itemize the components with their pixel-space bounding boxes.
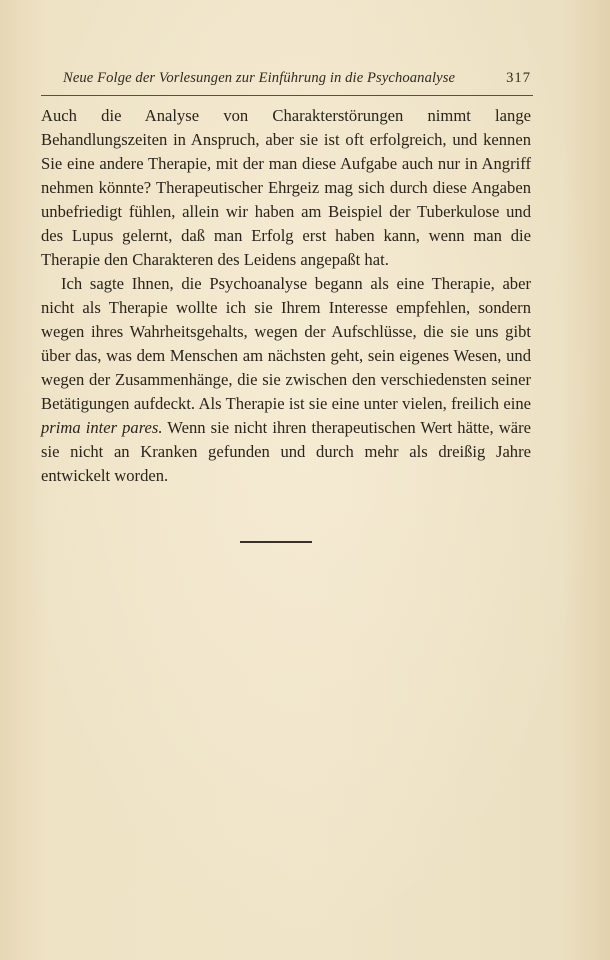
header-rule bbox=[41, 95, 533, 96]
body-text bbox=[41, 104, 531, 488]
running-header bbox=[63, 70, 533, 92]
latin-phrase: prima inter pares. bbox=[41, 418, 163, 437]
section-end-rule bbox=[240, 541, 312, 543]
page-number: 317 bbox=[506, 70, 531, 86]
running-title: Neue Folge der Vorlesungen zur Einführung in die Psychoanalyse bbox=[63, 70, 456, 86]
paragraph-2-text-b: Wenn sie nicht ihren therapeutischen Wert hätte, wäre sie nicht an Kranken gefunden und durch mehr als dreißig Jahre entwickelt worden. bbox=[41, 418, 531, 485]
paragraph-2-text-a: Ich sagte Ihnen, die Psychoanalyse begann als eine Therapie, aber nicht als Therapie wollte ich sie Ihrem Interesse empfehlen, sondern wegen ihres Wahrheitsgehalts, wegen der Aufschlüsse, die sie uns gibt über das, was dem Menschen am nächsten geht, sein eigenes Wesen, und wegen der Zusammenhänge, die sie zwischen den verschiedensten seiner Betätigungen aufdeckt. Als Therapie ist sie eine unter vielen, freilich eine bbox=[41, 274, 531, 413]
paragraph-2 bbox=[41, 272, 531, 488]
paragraph-1: Auch die Analyse von Charakterstörungen nimmt lange Behandlungszeiten in Anspruch, aber sie ist oft erfolgreich, und kennen Sie eine andere Therapie, mit der man diese Aufgabe auch nur in Angriff nehmen könnte? Therapeutischer Ehrgeiz mag sich durch diese Angaben unbefriedigt fühlen, allein wir haben am Beispiel der Tuberkulose und des Lupus gelernt, daß man Erfolg erst haben kann, wenn man die Therapie den Charakteren des Leidens angepaßt hat. bbox=[41, 106, 531, 269]
